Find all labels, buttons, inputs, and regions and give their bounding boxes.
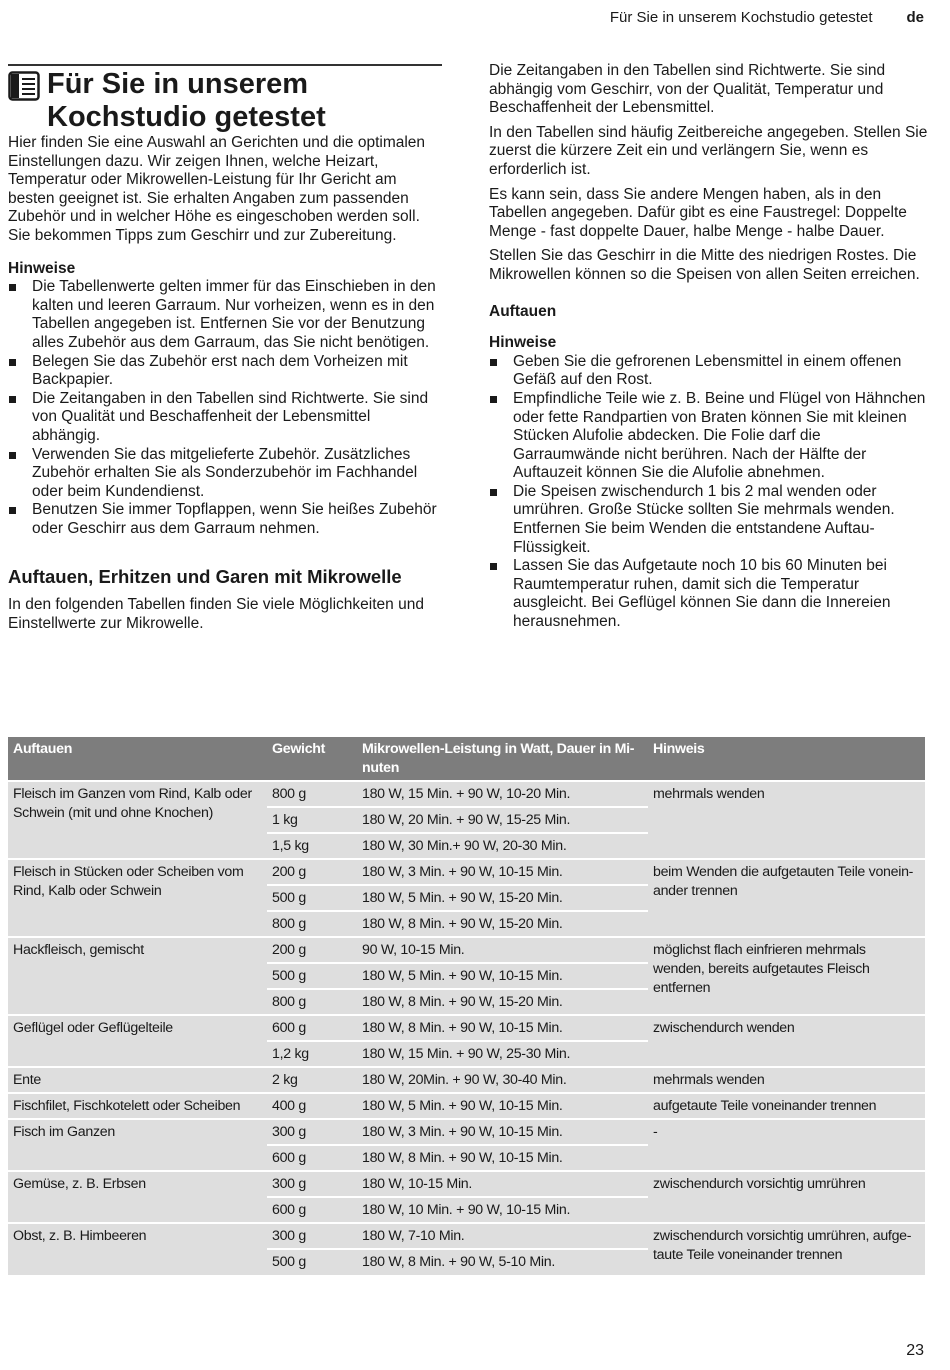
- table-row: [8, 1223, 925, 1249]
- food-cell: Gemüse, z. B. Erbsen: [8, 1171, 267, 1223]
- running-header: [610, 9, 924, 26]
- note-cell: zwischendurch vorsichtig umrühren: [648, 1171, 925, 1223]
- food-cell: Fisch im Ganzen: [8, 1119, 267, 1171]
- note-cell: -: [648, 1119, 925, 1171]
- weight-cell: 600 g: [267, 1145, 357, 1171]
- paragraph: Es kann sein, dass Sie andere Mengen haben, als in den Tabellen angegeben. Dafür gibt es eine Faustregel: Doppelte Menge - fast doppelte Dauer, halbe Menge - halbe Dauer.: [489, 185, 907, 240]
- language-code: de: [906, 9, 924, 26]
- list-item: Die Speisen zwischendurch 1 bis 2 mal wenden oder umrühren. Große Stücke sollten Sie mehrmals wenden. Entfernen Sie beim Wenden die entstandene Auftau-Flüssigkeit.: [489, 483, 929, 557]
- setting-cell: 180 W, 8 Min. + 90 W, 5-10 Min.: [357, 1249, 648, 1275]
- list-item: Lassen Sie das Aufgetaute noch 10 bis 60 Minuten bei Raumtemperatur ruhen, damit sich die Temperatur ausgleicht. Bei Geflügel können Sie dann die Innereien herausnehmen.: [489, 557, 929, 631]
- page-title: [47, 68, 442, 134]
- note-cell: möglichst flach einfrieren mehrmals wenden, bereits aufgetautes Fleisch entfernen: [648, 937, 925, 1015]
- weight-cell: 300 g: [267, 1171, 357, 1197]
- table-row: [8, 1067, 925, 1093]
- setting-cell: 180 W, 8 Min. + 90 W, 15-20 Min.: [357, 911, 648, 937]
- weight-cell: 500 g: [267, 963, 357, 989]
- page-title-line1: Für Sie in unserem: [47, 68, 309, 100]
- auftauen-hinweise-list: [489, 353, 929, 632]
- left-column: [8, 64, 442, 634]
- table-row: [8, 1119, 925, 1145]
- note-cell: mehrmals wenden: [648, 781, 925, 859]
- setting-cell: 180 W, 20Min. + 90 W, 30-40 Min.: [357, 1067, 648, 1093]
- note-cell: beim Wenden die aufgetauten Teile vonein-ander trennen: [648, 859, 925, 937]
- table-row: [8, 1015, 925, 1041]
- setting-cell: 180 W, 7-10 Min.: [357, 1223, 648, 1249]
- auftauen-table-wrap: [8, 737, 925, 1275]
- list-item: Empfindliche Teile wie z. B. Beine und Flügel von Hähnchen oder fette Randpartien von Braten können Sie mit kleinen Stücken Alufolie abdecken. Die Folie darf die Garraumwände nicht berühren. Nach der Hälfte der Auftauzeit können Sie die Alufolie abnehmen.: [489, 390, 929, 483]
- table-row: [8, 937, 925, 963]
- column-header: Auftauen: [8, 737, 267, 781]
- setting-cell: 180 W, 5 Min. + 90 W, 10-15 Min.: [357, 963, 648, 989]
- weight-cell: 800 g: [267, 911, 357, 937]
- weight-cell: 600 g: [267, 1015, 357, 1041]
- weight-cell: 800 g: [267, 781, 357, 807]
- setting-cell: 90 W, 10-15 Min.: [357, 937, 648, 963]
- hinweise-left: [8, 260, 442, 539]
- setting-cell: 180 W, 5 Min. + 90 W, 15-20 Min.: [357, 885, 648, 911]
- running-title: Für Sie in unserem Kochstudio getestet: [609, 9, 873, 26]
- weight-cell: 1,2 kg: [267, 1041, 357, 1067]
- note-cell: mehrmals wenden: [648, 1067, 925, 1093]
- auftauen-heading: Auftauen: [489, 302, 557, 320]
- weight-cell: 600 g: [267, 1197, 357, 1223]
- setting-cell: 180 W, 8 Min. + 90 W, 10-15 Min.: [357, 1015, 648, 1041]
- paragraph: In den Tabellen sind häufig Zeitbereiche angegeben. Stellen Sie zuerst die kürzere Zeit ein und verlängern Sie, wenn es erforderlich ist.: [489, 123, 928, 178]
- setting-cell: 180 W, 8 Min. + 90 W, 15-20 Min.: [357, 989, 648, 1015]
- setting-cell: 180 W, 30 Min.+ 90 W, 20-30 Min.: [357, 833, 648, 859]
- setting-cell: 180 W, 10 Min. + 90 W, 10-15 Min.: [357, 1197, 648, 1223]
- intro-text: Hier finden Sie eine Auswahl an Gerichten und die optimalen Einstellungen dazu. Wir zeigen Ihnen, welche Heizart, Temperatur oder Mikrowellen-Leistung für Ihr Gericht am besten geeignet ist. Sie erhalten Angaben zum passenden Zubehör und in welcher Höhe es eingeschoben werden soll. Sie bekommen Tipps zum Geschirr und zur Zubereitung.: [8, 134, 426, 244]
- hinweise-list: [8, 278, 442, 538]
- table-row: [8, 1093, 925, 1119]
- weight-cell: 200 g: [267, 859, 357, 885]
- list-item: Geben Sie die gefrorenen Lebensmittel in einem offenen Gefäß auf den Rost.: [489, 353, 929, 390]
- note-cell: aufgetaute Teile voneinander trennen: [648, 1093, 925, 1119]
- setting-cell: 180 W, 3 Min. + 90 W, 10-15 Min.: [357, 1119, 648, 1145]
- weight-cell: 300 g: [267, 1119, 357, 1145]
- weight-cell: 2 kg: [267, 1067, 357, 1093]
- food-cell: Geflügel oder Geflügelteile: [8, 1015, 267, 1067]
- paragraph: Die Zeitangaben in den Tabellen sind Richtwerte. Sie sind abhängig vom Geschirr, von der Qualität, Temperatur und Beschaffenheit der Lebensmittel.: [489, 62, 886, 117]
- mikrowelle-section: [8, 566, 442, 633]
- setting-cell: 180 W, 15 Min. + 90 W, 10-20 Min.: [357, 781, 648, 807]
- column-header: Mikrowellen-Leistung in Watt, Dauer in Mi-nuten: [357, 737, 648, 781]
- weight-cell: 300 g: [267, 1223, 357, 1249]
- page-number: 23: [906, 1342, 924, 1359]
- food-cell: Fleisch in Stücken oder Scheiben vom Rind, Kalb oder Schwein: [8, 859, 267, 937]
- right-column: [489, 62, 929, 632]
- weight-cell: 400 g: [267, 1093, 357, 1119]
- list-item: Benutzen Sie immer Topflappen, wenn Sie heißes Zubehör oder Geschirr aus dem Garraum nehmen.: [8, 501, 442, 538]
- weight-cell: 500 g: [267, 885, 357, 911]
- setting-cell: 180 W, 20 Min. + 90 W, 15-25 Min.: [357, 807, 648, 833]
- setting-cell: 180 W, 3 Min. + 90 W, 10-15 Min.: [357, 859, 648, 885]
- food-cell: Fleisch im Ganzen vom Rind, Kalb oder Schwein (mit und ohne Knochen): [8, 781, 267, 859]
- auftauen-hinweise-heading: Hinweise: [489, 334, 557, 352]
- section-heading: Auftauen, Erhitzen und Garen mit Mikrowelle: [8, 566, 402, 588]
- food-cell: Obst, z. B. Himbeeren: [8, 1223, 267, 1275]
- setting-cell: 180 W, 15 Min. + 90 W, 25-30 Min.: [357, 1041, 648, 1067]
- weight-cell: 500 g: [267, 1249, 357, 1275]
- list-item: Die Tabellenwerte gelten immer für das Einschieben in den kalten und leeren Garraum. Nur vorheizen, wenn es in den Tabellen angegeben ist. Entfernen Sie vor der Benutzung alles Zubehör aus dem Garraum, das Sie nicht benötigen.: [8, 278, 442, 352]
- list-item: Verwenden Sie das mitgelieferte Zubehör. Zusätzliches Zubehör erhalten Sie als Sonderzubehör im Fachhandel oder beim Kundendienst.: [8, 446, 442, 502]
- food-cell: Ente: [8, 1067, 267, 1093]
- table-header-row: [8, 737, 925, 781]
- table-row: [8, 1171, 925, 1197]
- hinweise-heading: Hinweise: [8, 259, 76, 277]
- food-cell: Hackfleisch, gemischt: [8, 937, 267, 1015]
- table-row: [8, 859, 925, 885]
- weight-cell: 1,5 kg: [267, 833, 357, 859]
- title-block: [8, 64, 442, 134]
- page-title-line2: Kochstudio getestet: [47, 101, 326, 133]
- setting-cell: 180 W, 10-15 Min.: [357, 1171, 648, 1197]
- column-header: Hinweis: [648, 737, 925, 781]
- weight-cell: 800 g: [267, 989, 357, 1015]
- book-icon: [8, 70, 40, 102]
- column-header: Gewicht: [267, 737, 357, 781]
- weight-cell: 1 kg: [267, 807, 357, 833]
- list-item: Belegen Sie das Zubehör erst nach dem Vorheizen mit Backpapier.: [8, 353, 442, 390]
- weight-cell: 200 g: [267, 937, 357, 963]
- food-cell: Fischfilet, Fischkotelett oder Scheiben: [8, 1093, 267, 1119]
- setting-cell: 180 W, 5 Min. + 90 W, 10-15 Min.: [357, 1093, 648, 1119]
- paragraph: Stellen Sie das Geschirr in die Mitte des niedrigen Rostes. Die Mikrowellen können so die Speisen von allen Seiten erreichen.: [489, 247, 920, 283]
- note-cell: zwischendurch vorsichtig umrühren, aufge-taute Teile voneinander trennen: [648, 1223, 925, 1275]
- table-row: [8, 781, 925, 807]
- setting-cell: 180 W, 8 Min. + 90 W, 10-15 Min.: [357, 1145, 648, 1171]
- note-cell: zwischendurch wenden: [648, 1015, 925, 1067]
- section-text: In den folgenden Tabellen finden Sie viele Möglichkeiten und Einstellwerte zur Mikrowelle.: [8, 596, 424, 633]
- table-body: [8, 781, 925, 1275]
- list-item: Die Zeitangaben in den Tabellen sind Richtwerte. Sie sind von Qualität und Beschaffenheit der Lebensmittel abhängig.: [8, 390, 442, 446]
- auftauen-table: [8, 737, 925, 1275]
